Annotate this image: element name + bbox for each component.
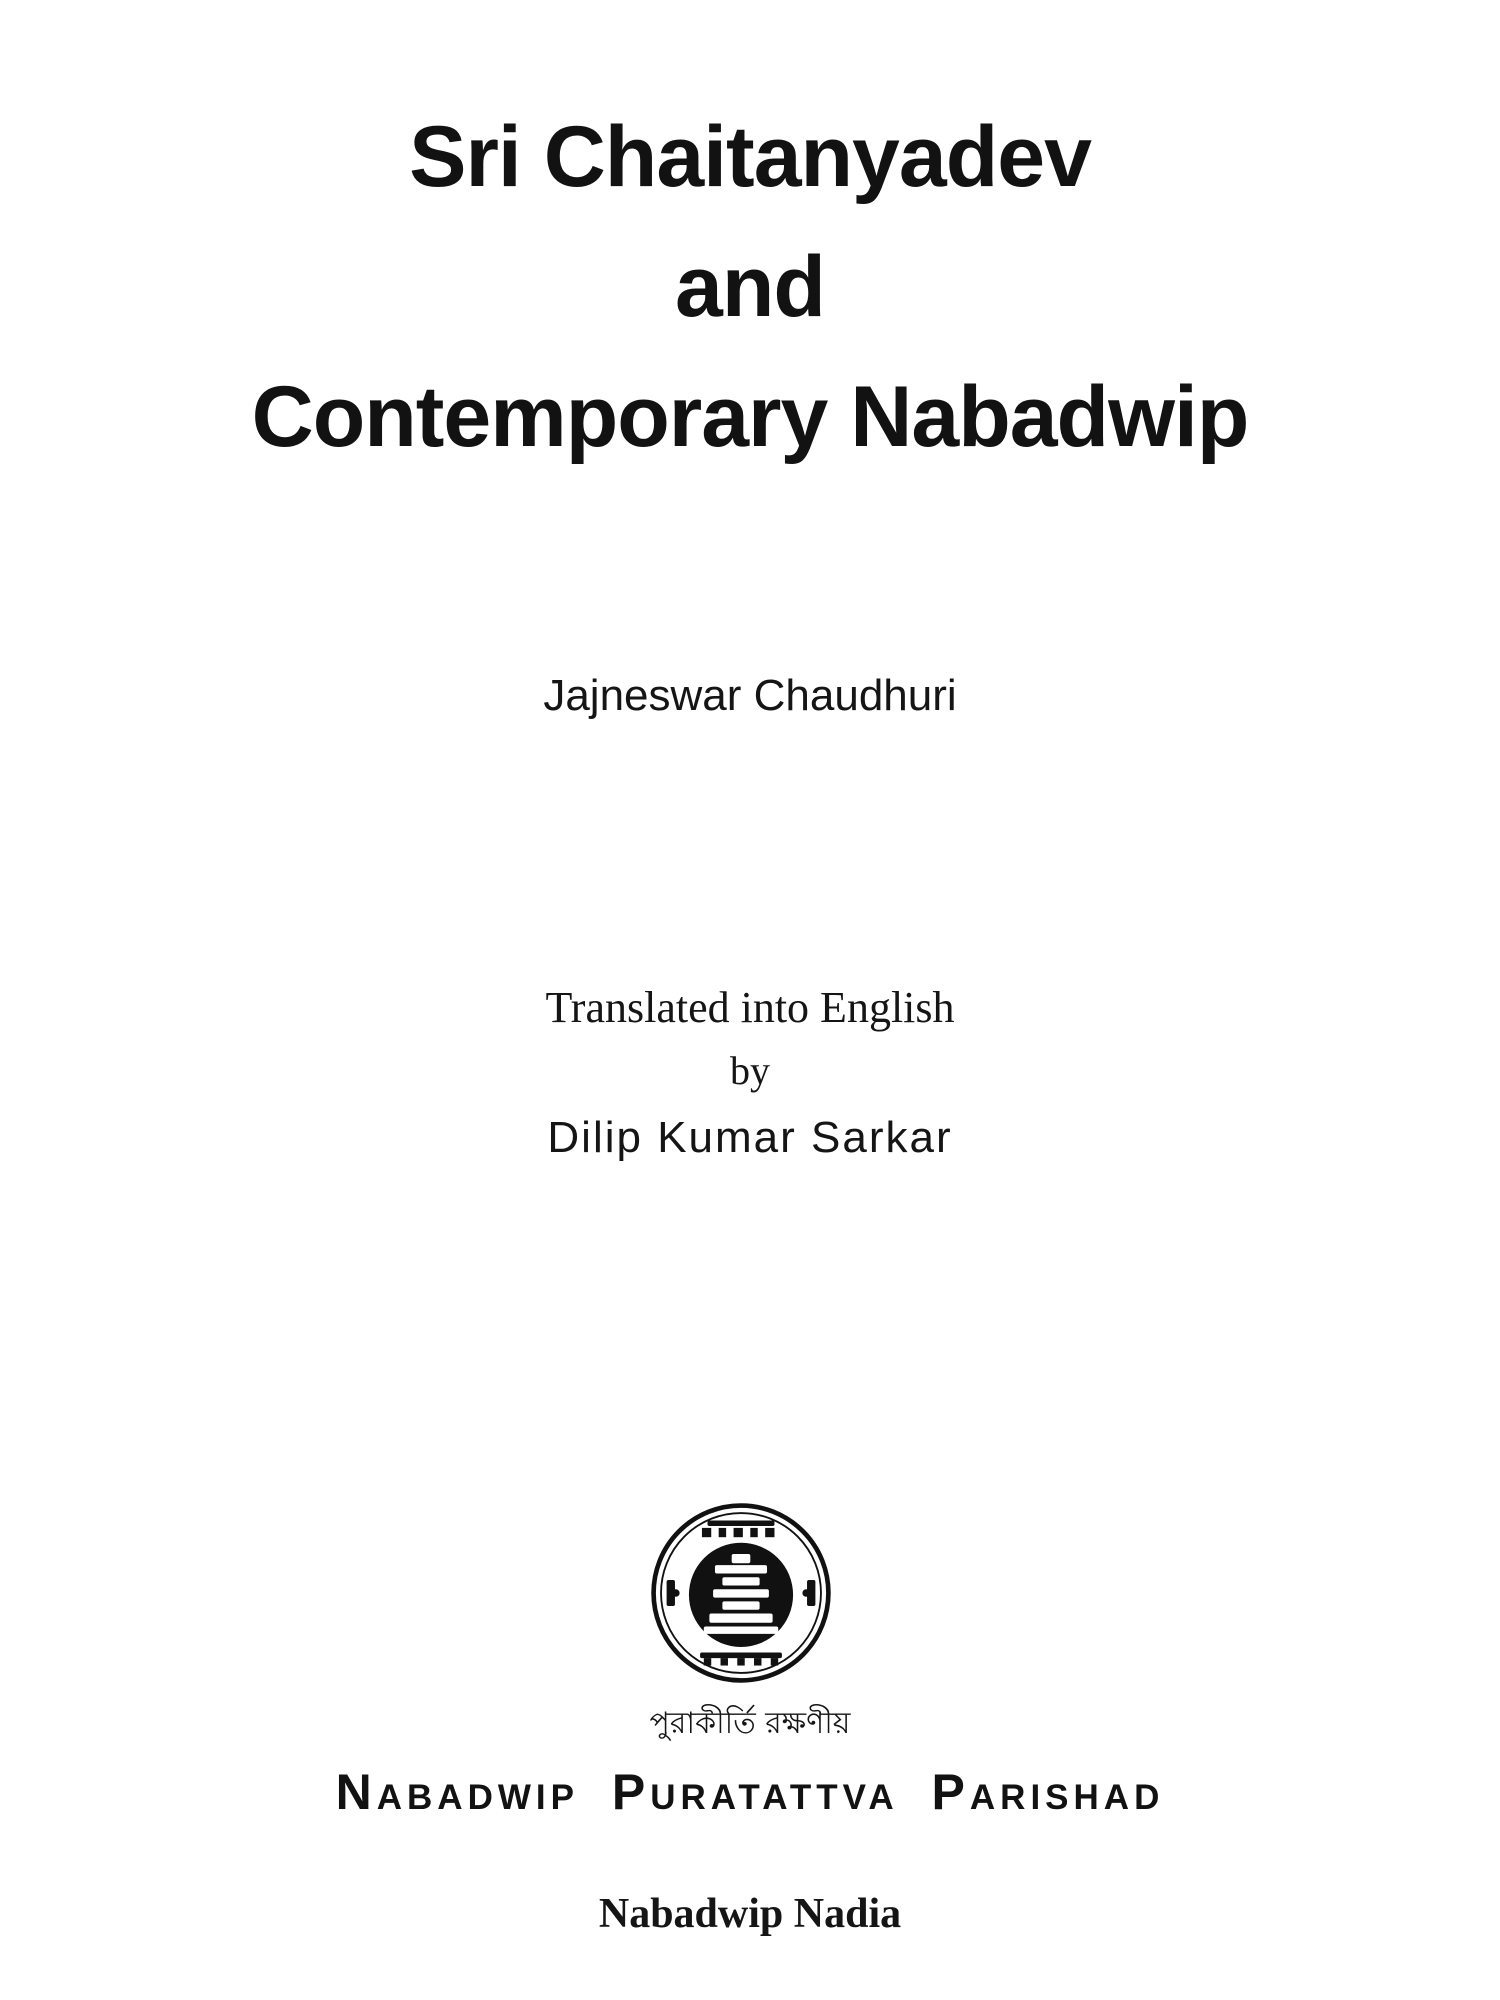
translator-name: Dilip Kumar Sarkar	[547, 1113, 953, 1162]
title-line-1: Sri Chaitanyadev	[409, 109, 1091, 205]
translation-credit	[0, 976, 1500, 1166]
publisher-name: Nabadwip Puratattva Parishad	[335, 1764, 1165, 1820]
publisher-motto: পুরাকীর্তি রক্ষণীয়	[649, 1706, 851, 1741]
title-line-3: Contemporary Nabadwip	[251, 369, 1249, 465]
publisher-location: Nabadwip Nadia	[598, 1891, 902, 1937]
translated-label: Translated into English	[545, 983, 955, 1032]
society-seal-icon	[648, 1500, 834, 1686]
book-title	[0, 92, 1500, 482]
author-name: Jajneswar Chaudhuri	[543, 671, 957, 720]
by-label: by	[730, 1048, 770, 1093]
title-line-2: and	[675, 239, 825, 335]
